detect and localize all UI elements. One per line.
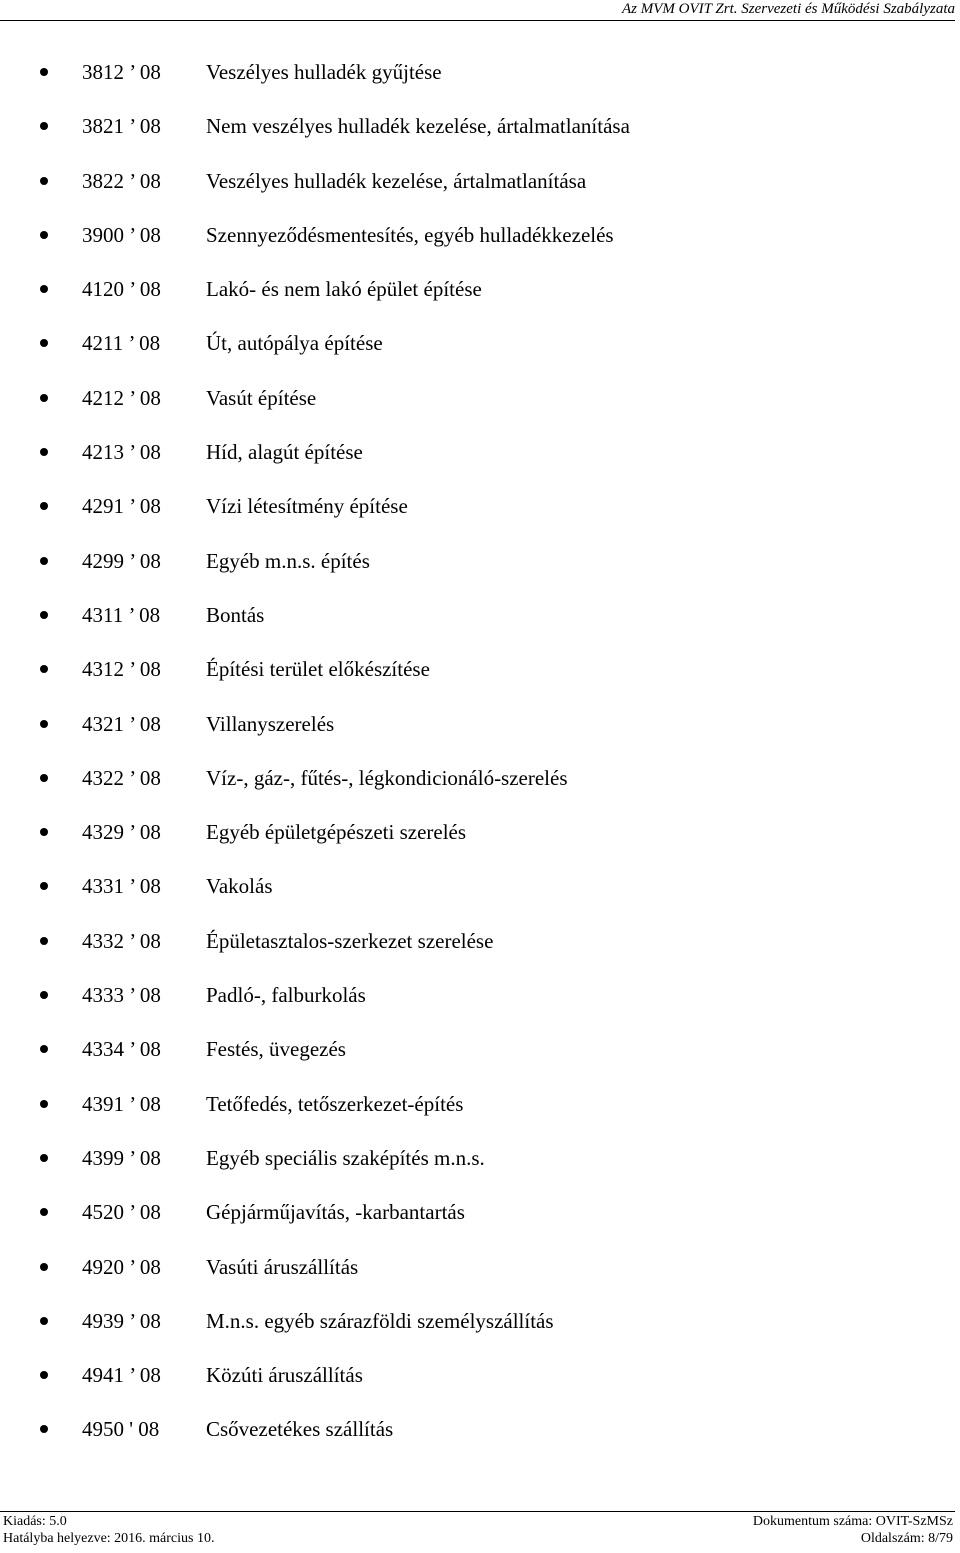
bullet-icon (40, 1100, 48, 1108)
activity-description: Egyéb épületgépészeti szerelés (206, 820, 467, 845)
activity-code: 4212 ’ 08 (82, 385, 161, 410)
header-title: Az MVM OVIT Zrt. Szervezeti és Működési Szabályzata (621, 1, 955, 17)
bullet-icon (40, 774, 48, 782)
list-item (0, 535, 960, 589)
activity-code: 4941 ’ 08 (82, 1363, 161, 1388)
bullet-icon (40, 502, 48, 510)
activity-description: Építési terület előkészítése (206, 657, 430, 682)
activity-code: 4333 ’ 08 (82, 983, 161, 1008)
activity-code: 3821 ’ 08 (82, 114, 161, 139)
list-item (0, 155, 960, 209)
bullet-icon (40, 1154, 48, 1162)
activity-code: 4321 ’ 08 (82, 711, 161, 736)
activity-code: 4331 ’ 08 (82, 874, 161, 899)
list-item (0, 1241, 960, 1295)
bullet-icon (40, 339, 48, 347)
activity-code: 4520 ’ 08 (82, 1200, 161, 1225)
bullet-icon (40, 937, 48, 945)
activity-description: Veszélyes hulladék kezelése, ártalmatlanítása (206, 168, 587, 193)
activity-code: 4920 ’ 08 (82, 1254, 161, 1279)
list-item (0, 1023, 960, 1077)
activity-description: Vízi létesítmény építése (206, 494, 408, 519)
activity-code: 4120 ’ 08 (82, 277, 161, 302)
activity-description: Csővezetékes szállítás (206, 1417, 394, 1442)
bullet-icon (40, 1208, 48, 1216)
list-item (0, 1349, 960, 1403)
activity-list (0, 46, 960, 1458)
list-item (0, 372, 960, 426)
activity-code: 4291 ’ 08 (82, 494, 161, 519)
activity-description: Híd, alagút építése (206, 440, 363, 465)
document-number: Dokumentum száma: OVIT-SzMSz (752, 1514, 953, 1529)
bullet-icon (40, 177, 48, 185)
list-item (0, 100, 960, 154)
bullet-icon (40, 828, 48, 836)
bullet-icon (40, 1371, 48, 1379)
activity-description: M.n.s. egyéb szárazföldi személyszállítás (206, 1308, 554, 1333)
list-item (0, 426, 960, 480)
bullet-icon (40, 1263, 48, 1271)
activity-description: Gépjárműjavítás, -karbantartás (206, 1200, 465, 1225)
bullet-icon (40, 68, 48, 76)
activity-code: 4391 ’ 08 (82, 1091, 161, 1116)
list-item (0, 752, 960, 806)
activity-description: Közúti áruszállítás (206, 1363, 363, 1388)
activity-description: Veszélyes hulladék gyűjtése (206, 60, 442, 84)
list-item (0, 860, 960, 914)
bullet-icon (40, 991, 48, 999)
list-item (0, 1403, 960, 1457)
page-header (0, 0, 955, 21)
activity-description: Nem veszélyes hulladék kezelése, ártalmatlanítása (206, 114, 630, 139)
activity-code: 4399 ’ 08 (82, 1145, 161, 1170)
activity-code: 3900 ’ 08 (82, 222, 161, 247)
activity-description: Szennyeződésmentesítés, egyéb hulladékkezelés (206, 222, 614, 247)
bullet-icon (40, 1045, 48, 1053)
activity-code: 4332 ’ 08 (82, 928, 161, 953)
footer-row-top (0, 1512, 955, 1529)
activity-code: 4213 ’ 08 (82, 440, 161, 465)
activity-code: 3812 ’ 08 (82, 60, 161, 84)
bullet-icon (40, 1317, 48, 1325)
activity-description: Vakolás (206, 874, 273, 899)
activity-code: 4299 ’ 08 (82, 548, 161, 573)
edition-label: Kiadás: 5.0 (3, 1514, 67, 1529)
activity-code: 4939 ’ 08 (82, 1308, 161, 1333)
activity-description: Padló-, falburkolás (206, 983, 366, 1008)
activity-description: Festés, üvegezés (206, 1037, 346, 1062)
activity-description: Egyéb m.n.s. építés (206, 548, 370, 573)
activity-description: Vasút építése (206, 385, 317, 410)
activity-description: Bontás (206, 602, 265, 627)
list-item (0, 1295, 960, 1349)
bullet-icon (40, 1425, 48, 1433)
activity-description: Út, autópálya építése (206, 331, 383, 356)
list-item (0, 1132, 960, 1186)
bullet-icon (40, 448, 48, 456)
footer-row-bottom (0, 1529, 955, 1546)
activity-code: 4322 ’ 08 (82, 765, 161, 790)
bullet-icon (40, 285, 48, 293)
activity-code: 4312 ’ 08 (82, 657, 161, 682)
list-item (0, 698, 960, 752)
list-item (0, 643, 960, 697)
list-item (0, 806, 960, 860)
bullet-icon (40, 557, 48, 565)
activity-code: 4311 ’ 08 (82, 602, 161, 627)
bullet-icon (40, 611, 48, 619)
activity-description: Tetőfedés, tetőszerkezet-építés (206, 1091, 464, 1116)
bullet-icon (40, 122, 48, 130)
bullet-icon (40, 231, 48, 239)
activity-description: Villanyszerelés (206, 711, 335, 736)
list-item (0, 969, 960, 1023)
bullet-icon (40, 882, 48, 890)
list-item (0, 915, 960, 969)
activity-description: Lakó- és nem lakó épület építése (206, 277, 482, 302)
list-item (0, 46, 960, 100)
list-item (0, 589, 960, 643)
effective-date: Hatályba helyezve: 2016. március 10. (3, 1531, 215, 1546)
list-item (0, 1186, 960, 1240)
bullet-icon (40, 394, 48, 402)
activity-description: Egyéb speciális szaképítés m.n.s. (206, 1145, 485, 1170)
bullet-icon (40, 665, 48, 673)
activity-code: 4334 ’ 08 (82, 1037, 161, 1062)
activity-description: Épületasztalos-szerkezet szerelése (206, 928, 494, 953)
list-item (0, 263, 960, 317)
bullet-icon (40, 720, 48, 728)
activity-code: 4950 ' 08 (82, 1417, 160, 1442)
list-item (0, 209, 960, 263)
page-footer (0, 1511, 955, 1546)
list-item (0, 317, 960, 371)
list-item (0, 1078, 960, 1132)
activity-code: 3822 ’ 08 (82, 168, 161, 193)
list-item (0, 480, 960, 534)
activity-description: Víz-, gáz-, fűtés-, légkondicionáló-szerelés (206, 765, 568, 790)
activity-code: 4211 ’ 08 (82, 331, 161, 356)
activity-code: 4329 ’ 08 (82, 820, 161, 845)
page-number: Oldalszám: 8/79 (860, 1531, 953, 1546)
activity-description: Vasúti áruszállítás (206, 1254, 359, 1279)
